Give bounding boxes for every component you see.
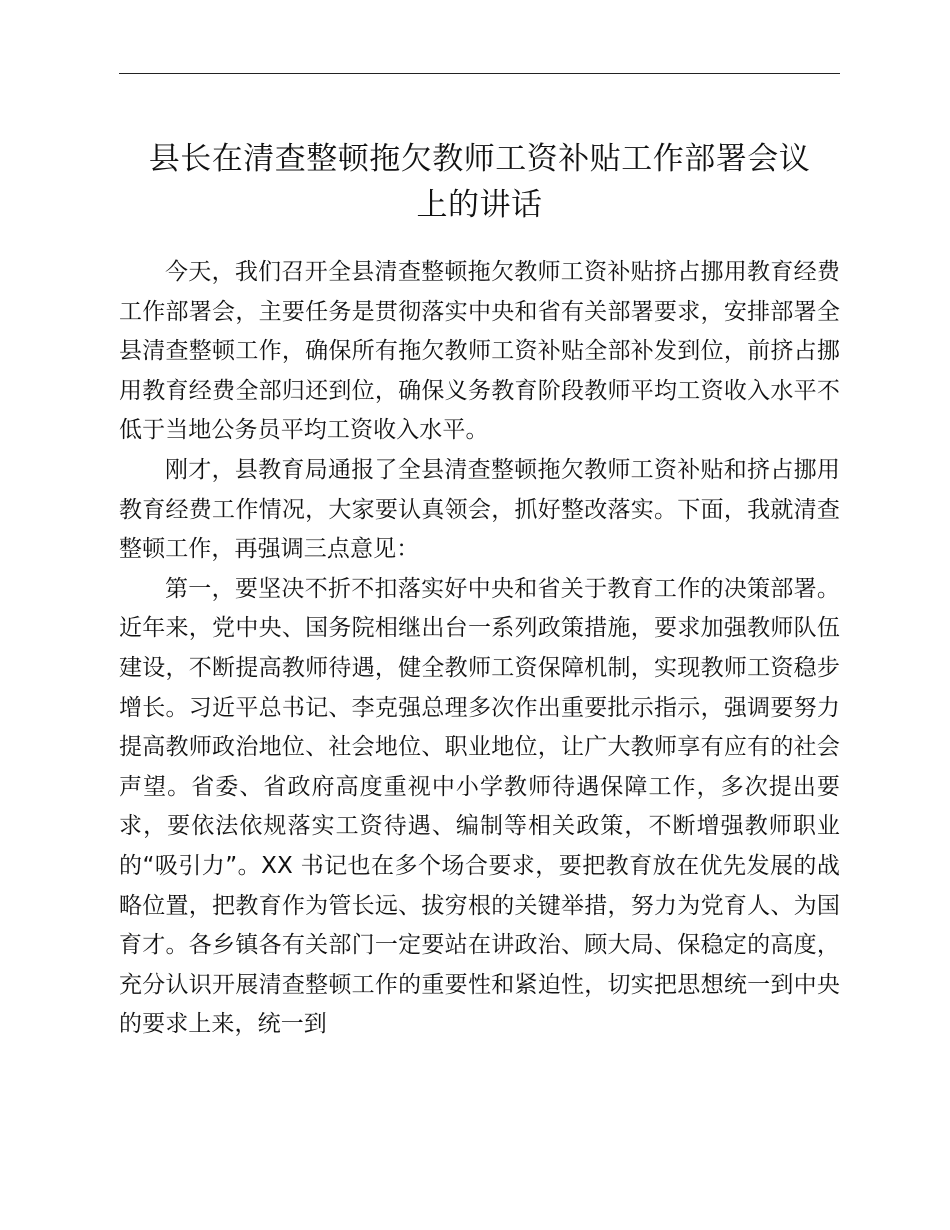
document-body: [119, 253, 840, 1045]
document-title: [119, 136, 840, 228]
header-rule: [119, 73, 840, 74]
title-line-2: 上的讲话: [416, 187, 543, 223]
paragraph-briefing: 刚才，县教育局通报了全县清查整顿拖欠教师工资补贴和挤占挪用教育经费工作情况，大家要认真领会，抓好整改落实。下面，我就清查整顿工作，再强调三点意见：: [119, 456, 840, 563]
title-line-1: 县长在清查整顿拖欠教师工资补贴工作部署会议: [148, 141, 811, 177]
paragraph-point-one: 第一，要坚决不折不扣落实好中央和省关于教育工作的决策部署。近年来，党中央、国务院相继出台一系列政策措施，要求加强教师队伍建设，不断提高教师待遇，健全教师工资保障机制，实现教师工资稳步增长。习近平总书记、李克强总理多次作出重要批示指示，强调要努力提高教师政治地位、社会地位、职业地位，让广大教师享有应有的社会声望。省委、省政府高度重视中小学教师待遇保障工作，多次提出要求，要依法依规落实工资待遇、编制等相关政策，不断增强教师职业的“吸引力”。XX 书记也在多个场合要求，要把教育放在优先发展的战略位置，把教育作为管长远、拔穷根的关键举措，努力为党育人、为国育才。各乡镇各有关部门一定要站在讲政治、顾大局、保稳定的高度，充分认识开展清查整顿工作的重要性和紧迫性，切实把思想统一到中央的要求上来，统一到: [119, 575, 840, 1038]
paragraph-opening: 今天，我们召开全县清查整顿拖欠教师工资补贴挤占挪用教育经费工作部署会，主要任务是贯彻落实中央和省有关部署要求，安排部署全县清查整顿工作，确保所有拖欠教师工资补贴全部补发到位，前挤占挪用教育经费全部归还到位，确保义务教育阶段教师平均工资收入水平不低于当地公务员平均工资收入水平。: [119, 259, 840, 444]
